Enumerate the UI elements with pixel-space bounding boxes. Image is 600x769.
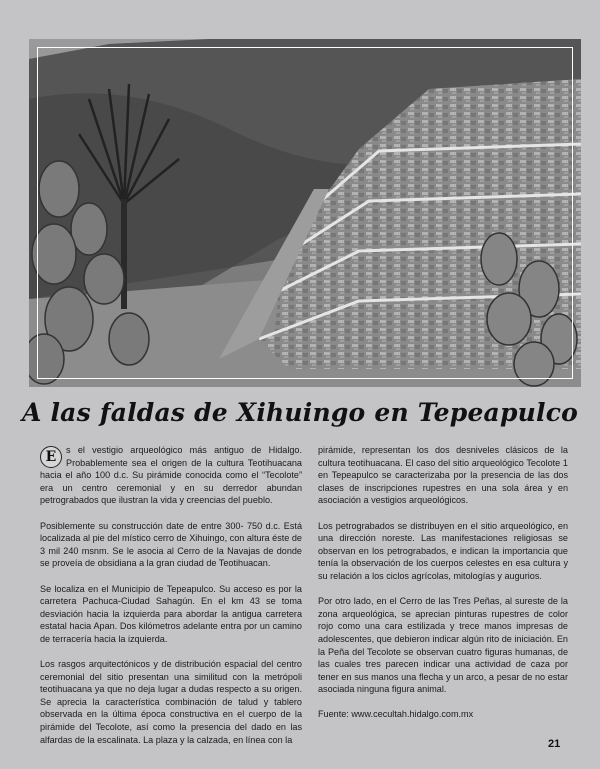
paragraph: Los rasgos arquitectónicos y de distribución espacial del centro ceremonial del sitio presentan una similitud con la metrópoli teotihuacana ya que no deja lugar a dudas respecto a su origen. Se aprecia la característica combinación de talud y tablero observada en la última época constructiva en el cuerpo de la pirámide del Tecolote, así como la presencia del dado en las alfardas de la escalinata. La plaza y la calzada, en línea con la xyxy=(40,659,302,745)
paragraph: pirámide, representan los dos desniveles clásicos de la cultura teotihuacana. El caso del sitio arqueológico Tecolote 1 en Tepeapulco se caracterizaba por la presencia de las dos clases de inscripciones rupestres en una sola área y en asociación a vestigios arqueológicos. xyxy=(318,445,568,506)
paragraph: Posiblemente su construcción date de entre 300- 750 d.c. Está localizada al pie del místico cerro de Xihuingo, con altura éste de 3 mil 240 msnm. Se le asocia al Cerro de la Navajas de donde se proveía de obsidiana a la gran ciudad de Teotihuacan. xyxy=(40,520,302,569)
pyramid-photo-illustration xyxy=(29,39,581,387)
page-number: 21 xyxy=(548,738,561,750)
article-column-left xyxy=(40,444,302,759)
article-column-right xyxy=(318,444,568,734)
drop-cap: E xyxy=(40,446,62,468)
paragraph: Por otro lado, en el Cerro de las Tres Peñas, al sureste de la zona arqueológica, se aprecian pinturas rupestres de color rojo como una cara estilizada y trece manos impresas de adolescentes, que debieron indicar algún rito de iniciación. En la Peña del Tecolote se observan cuatro figuras humanas, de las cuales tres parecen indicar una actividad de caza por tener en sus manos una flecha y un arco, a pesar de no estar asociada ninguna figura animal. xyxy=(318,596,568,695)
source-line: Fuente: www.cecultah.hidalgo.com.mx xyxy=(318,709,474,720)
article-title: A las faldas de Xihuingo en Tepeapulco xyxy=(21,398,578,427)
paragraph: Se localiza en el Municipio de Tepeapulco. Su acceso es por la carretera Pachuca-Ciudad Sahagún. En el km 43 se toma desviación hacia la izquierda para abordar la antigua carretera estatal hacia Apan. Dos kilómetros adelante entra por un camino de terracería hacia la izquierda. xyxy=(40,583,302,644)
pyramid-photo xyxy=(29,39,581,387)
paragraph-text: s el vestigio arqueológico más antiguo de Hidalgo. Probablemente sea el origen de la cultura Teotihuacana hacia el año 100 d.c. Su pirámide conocida como el “Tecolote” era un centro ceremonial y en su derredor abundan petrograbados que ilustran la vida y creencias del pueblo. xyxy=(40,445,302,506)
paragraph xyxy=(40,444,302,507)
paragraph: Los petrograbados se distribuyen en el sitio arqueológico, en una dirección noreste. Las manifestaciones religiosas se observan en los petrograbados, e indican la importancia que tenía la observación de los cuerpos celestes en esa cultura y su relación a los ciclos agrícolas, mitologías y augurios. xyxy=(318,520,568,581)
